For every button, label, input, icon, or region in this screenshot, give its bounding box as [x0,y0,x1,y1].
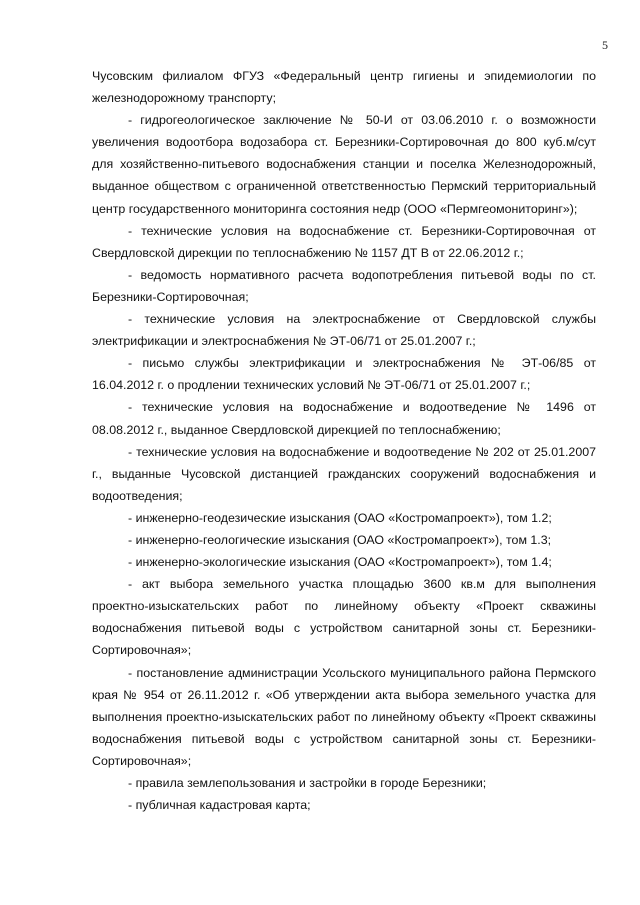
paragraph: - письмо службы электрификации и электроснабжения № ЭТ-06/85 от 16.04.2012 г. о продлении технических условий № ЭТ-06/71 от 25.01.2007 г.; [92,356,596,393]
paragraph: - публичная кадастровая карта; [128,798,311,813]
paragraph: Чусовским филиалом ФГУЗ «Федеральный центр гигиены и эпидемиологии по железнодорожному транспорту; [92,69,596,106]
paragraph: - ведомость нормативного расчета водопотребления питьевой воды по ст. Березники-Сортировочная; [92,267,596,304]
paragraph: - технические условия на водоснабжение ст. Березники-Сортировочная от Свердловской дирекции по теплоснабжению № 1157 ДТ В от 22.06.2012 г.; [92,223,596,260]
paragraph: - гидрогеологическое заключение № 50-И от 03.06.2010 г. о возможности увеличения водоотбора водозабора ст. Березники-Сортировочная до 800 куб.м/сут для хозяйственно-питьевого водоснабжения станции и поселка Железнодорожный, выданное обществом с ограниченной ответственностью Пермский территориальный центр государственного мониторинга состояния недр (ООО «Пермгеомониторинг»); [92,113,596,216]
page-number: 5 [602,38,608,52]
paragraph: - технические условия на водоснабжение и водоотведение № 202 от 25.01.2007 г., выданные Чусовской дистанцией гражданских сооружений водоснабжения и водоотведения; [92,444,596,503]
paragraph: - технические условия на водоснабжение и водоотведение № 1496 от 08.08.2012 г., выданное Свердловской дирекцией по теплоснабжению; [92,400,596,437]
paragraph: - инженерно-экологические изыскания (ОАО «Костромапроект»), том 1.4; [128,555,552,570]
paragraph: - инженерно-геодезические изыскания (ОАО «Костромапроект»), том 1.2; [128,510,552,525]
paragraph: - правила землепользования и застройки в городе Березники; [128,776,487,790]
paragraph: - технические условия на электроснабжение от Свердловской службы электрификации и электроснабжения № ЭТ-06/71 от 25.01.2007 г.; [92,312,596,349]
paragraph: - инженерно-геологические изыскания (ОАО «Костромапроект»), том 1.3; [128,532,552,547]
paragraph: - постановление администрации Усольского муниципального района Пермского края № 954 от 26.11.2012 г. «Об утверждении акта выбора земельного участка для выполнения проектно-изыскательских работ по линейному объекту «Проект скважины водоснабжения питьевой воды с устройством санитарной зоны ст. Березники-Сортировочная»; [92,665,596,768]
paragraph: - акт выбора земельного участка площадью 3600 кв.м для выполнения проектно-изыскательских работ по линейному объекту «Проект скважины водоснабжения питьевой воды с устройством санитарной зоны ст. Березники-Сортировочная»; [92,577,596,658]
document-body [92,65,596,816]
